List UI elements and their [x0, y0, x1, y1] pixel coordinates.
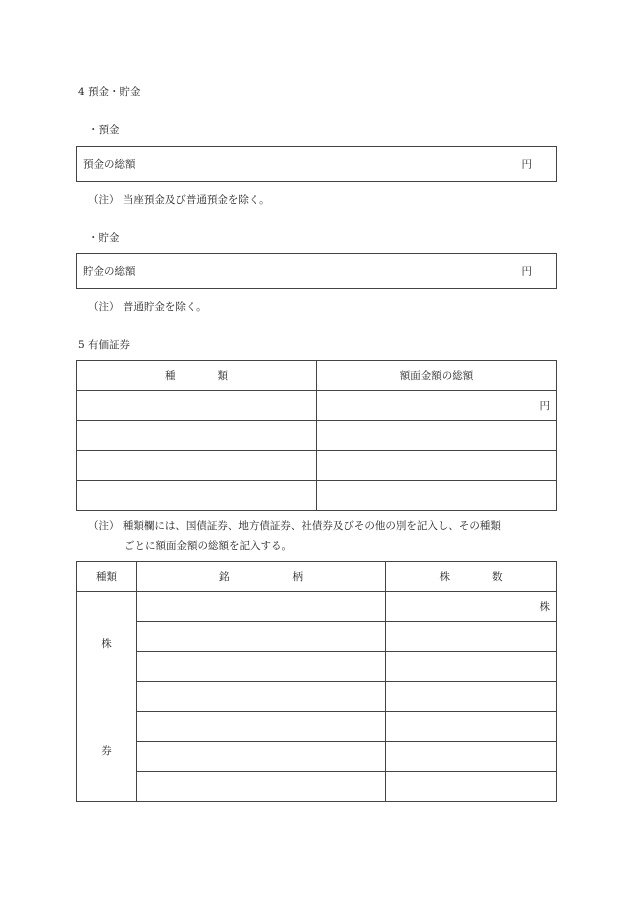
table-row	[77, 421, 557, 451]
savings-total-label: 貯金の総額	[83, 265, 136, 278]
table-row	[77, 682, 557, 712]
deposit-subtitle: ・預金	[88, 124, 120, 136]
deposit-unit: 円	[521, 158, 532, 171]
securities-note-line-2: ごとに額面金額の総額を記入する。	[124, 540, 292, 552]
table-row	[77, 772, 557, 802]
deposit-note: （注） 当座預金及び普通預金を除く。	[88, 194, 270, 206]
savings-total-field[interactable]	[76, 253, 557, 289]
type-cell[interactable]	[77, 391, 317, 421]
share-count-cell[interactable]	[386, 592, 557, 622]
face-value-cell[interactable]	[317, 391, 557, 421]
face-value-cell[interactable]	[317, 451, 557, 481]
stock-name-cell[interactable]	[137, 682, 386, 712]
deposit-total-label: 預金の総額	[83, 158, 136, 171]
table-row	[77, 391, 557, 421]
table-row	[77, 652, 557, 682]
section-4-title: 4 預金・貯金	[78, 86, 141, 98]
share-unit: 株	[539, 601, 550, 613]
share-count-cell[interactable]	[386, 682, 557, 712]
type-header: 種 類	[77, 361, 317, 391]
stock-name-cell[interactable]	[137, 622, 386, 652]
stock-type-header: 種類	[77, 562, 137, 592]
deposit-total-field[interactable]	[76, 146, 557, 182]
share-count-cell[interactable]	[386, 712, 557, 742]
table-row	[77, 742, 557, 772]
securities-table	[76, 360, 557, 511]
stock-type-top-char: 株	[101, 638, 112, 650]
stock-name-cell[interactable]	[137, 712, 386, 742]
face-value-header: 額面金額の総額	[317, 361, 557, 391]
stock-name-cell[interactable]	[137, 742, 386, 772]
stocks-table	[76, 561, 557, 802]
table-row	[77, 622, 557, 652]
share-count-header: 株 数	[386, 562, 557, 592]
stock-type-bottom-char: 券	[101, 745, 112, 757]
table-row	[77, 712, 557, 742]
face-value-cell[interactable]	[317, 421, 557, 451]
type-cell[interactable]	[77, 451, 317, 481]
savings-note: （注） 普通貯金を除く。	[88, 301, 207, 313]
stock-name-cell[interactable]	[137, 772, 386, 802]
stock-type-cell	[77, 592, 137, 802]
share-count-cell[interactable]	[386, 622, 557, 652]
savings-unit: 円	[521, 265, 532, 278]
section-5-title: 5 有価証券	[78, 339, 131, 351]
stock-name-cell[interactable]	[137, 652, 386, 682]
share-count-cell[interactable]	[386, 742, 557, 772]
type-cell[interactable]	[77, 481, 317, 511]
table-row	[77, 451, 557, 481]
savings-subtitle: ・貯金	[88, 232, 120, 244]
type-cell[interactable]	[77, 421, 317, 451]
share-count-cell[interactable]	[386, 772, 557, 802]
face-value-cell[interactable]	[317, 481, 557, 511]
share-count-cell[interactable]	[386, 652, 557, 682]
table-row	[77, 481, 557, 511]
stock-name-header: 銘 柄	[137, 562, 386, 592]
stock-name-cell[interactable]	[137, 592, 386, 622]
table-row	[77, 592, 557, 622]
yen-unit: 円	[539, 400, 550, 412]
securities-note-line-1: （注） 種類欄には、国債証券、地方債証券、社債券及びその他の別を記入し、その種類	[88, 520, 501, 532]
